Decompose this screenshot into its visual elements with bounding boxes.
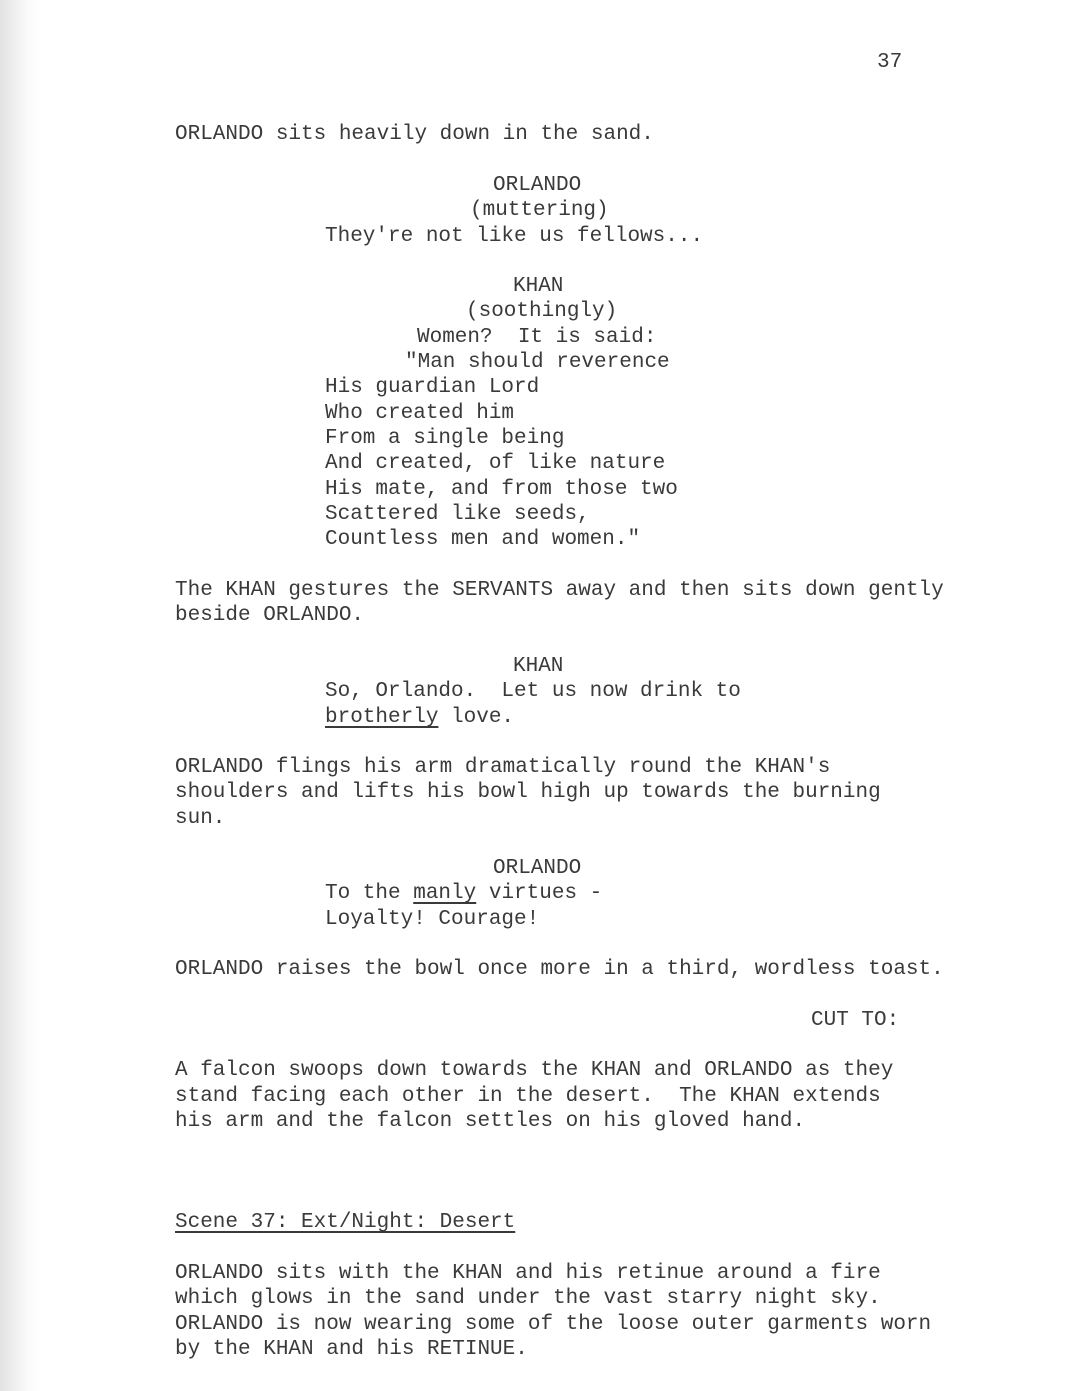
dialogue-line: Women? It is said: [417,326,657,349]
action-line: A falcon swoops down towards the KHAN and ORLANDO as they [175,1059,894,1082]
action-line: beside ORLANDO. [175,604,365,627]
transition: CUT TO: [811,1009,900,1032]
character-name: ORLANDO [493,857,582,880]
action-line: ORLANDO flings his arm dramatically round the KHAN's [175,756,831,779]
underlined-word: brotherly [325,706,439,729]
dialogue-line: His guardian Lord [325,376,540,399]
dialogue-line: So, Orlando. Let us now drink to [325,680,741,703]
dialogue-line: Countless men and women." [325,528,641,551]
dialogue-text: virtues - [476,882,603,905]
action-line: shoulders and lifts his bowl high up towards the burning [175,781,881,804]
dialogue-line: They're not like us fellows... [325,225,704,248]
action-line: by the KHAN and his RETINUE. [175,1338,528,1361]
character-name: KHAN [513,655,564,678]
character-name: ORLANDO [493,174,582,197]
underlined-word: manly [413,882,477,905]
page-number: 37 [877,51,903,74]
action-line: ORLANDO raises the bowl once more in a third, wordless toast. [175,958,944,981]
action-line: stand facing each other in the desert. The KHAN extends [175,1085,881,1108]
dialogue-line: Scattered like seeds, [325,503,590,526]
action-line: which glows in the sand under the vast starry night sky. [175,1287,881,1310]
dialogue-text: To the [325,882,414,905]
action-line: sun. [175,807,226,830]
action-line: The KHAN gestures the SERVANTS away and then sits down gently [175,579,944,602]
dialogue-line: From a single being [325,427,565,450]
parenthetical: (soothingly) [466,300,618,323]
action-line: his arm and the falcon settles on his gloved hand. [175,1110,806,1133]
dialogue-line: Who created him [325,402,515,425]
action-line: ORLANDO is now wearing some of the loose outer garments worn [175,1313,932,1336]
dialogue-line [325,881,602,906]
action-line: ORLANDO sits with the KHAN and his retinue around a fire [175,1262,881,1285]
action-line: ORLANDO sits heavily down in the sand. [175,123,654,146]
dialogue-line [325,705,514,730]
dialogue-line: Loyalty! Courage! [325,908,540,931]
scene-heading: Scene 37: Ext/Night: Desert [175,1211,516,1234]
parenthetical: (muttering) [470,199,609,222]
dialogue-line: His mate, and from those two [325,478,678,501]
dialogue-text: love. [438,706,515,729]
dialogue-line: And created, of like nature [325,452,666,475]
dialogue-line: "Man should reverence [405,351,670,374]
character-name: KHAN [513,275,564,298]
